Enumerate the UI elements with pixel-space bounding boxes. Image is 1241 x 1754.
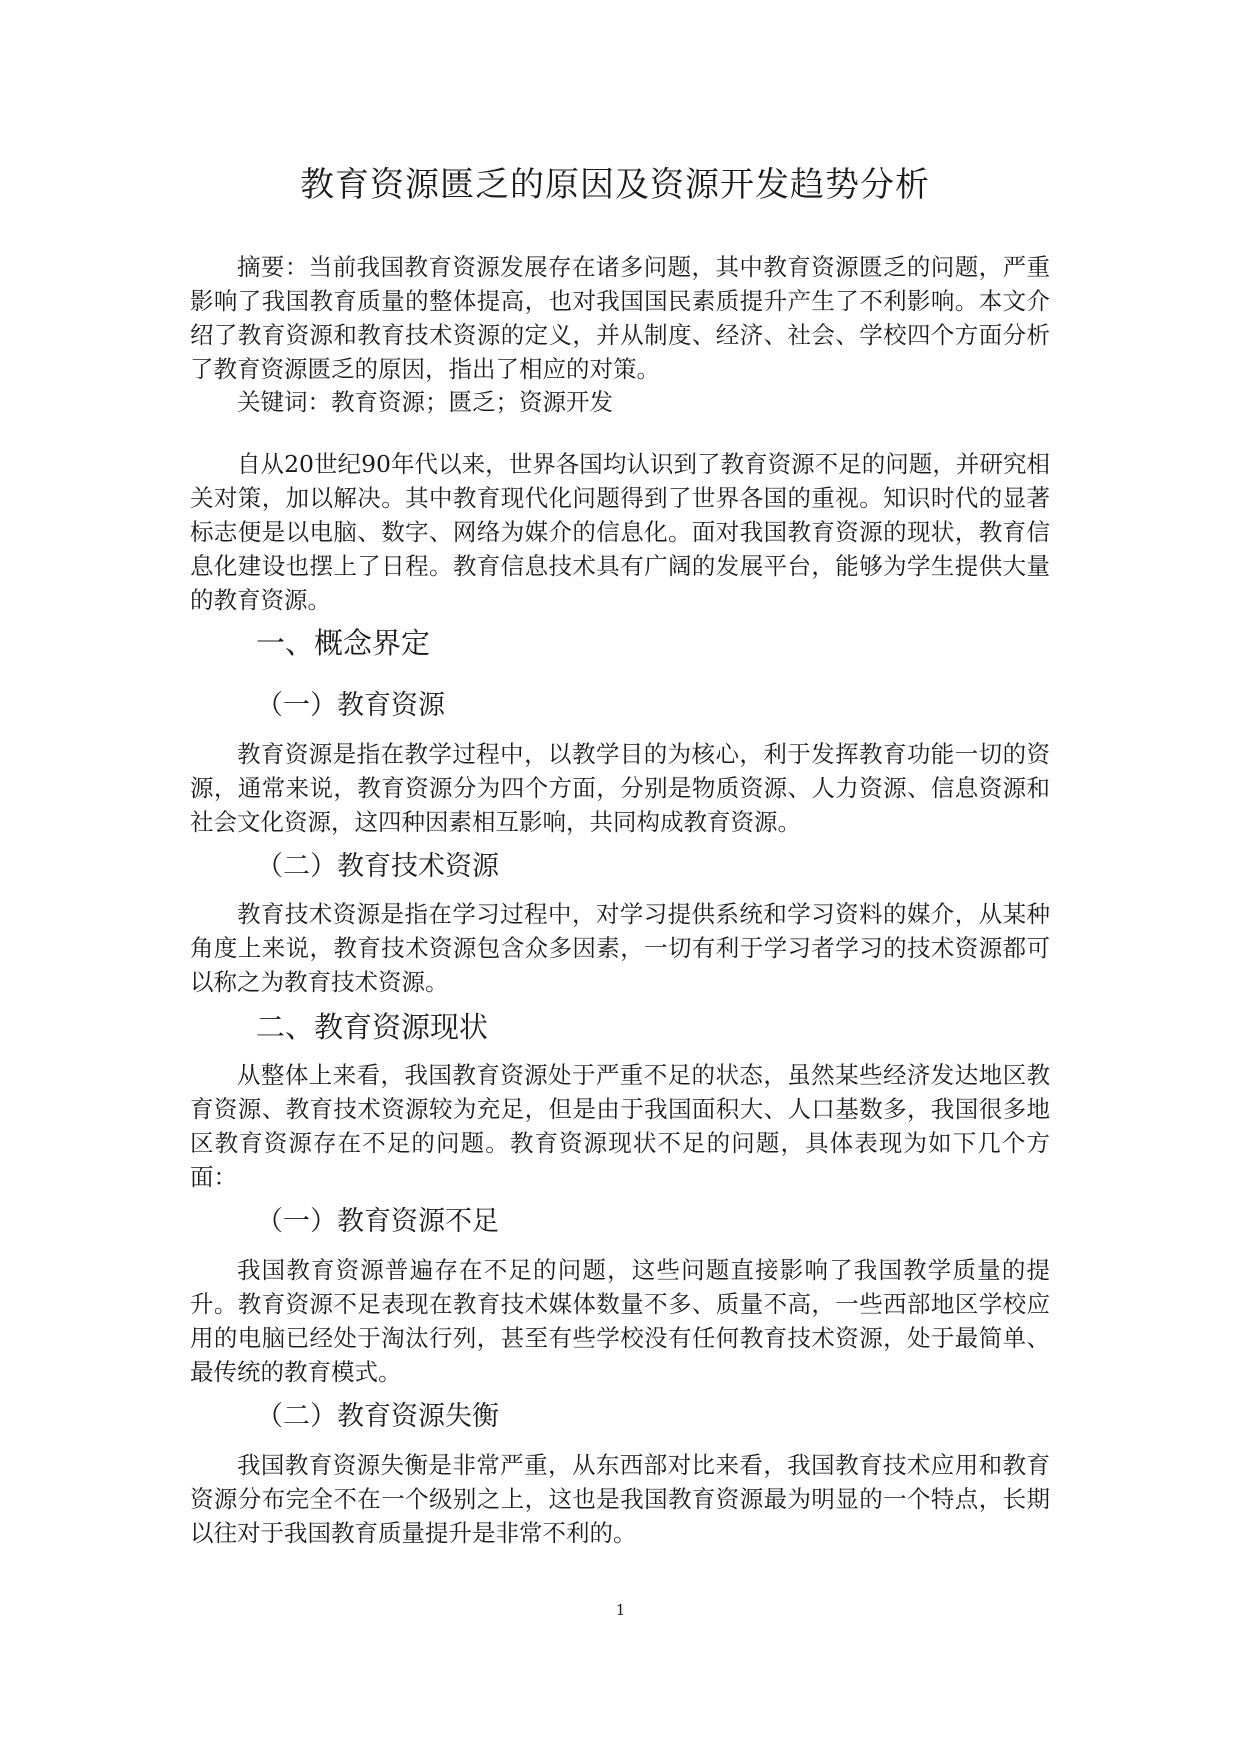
section-2-heading: 二、教育资源现状: [256, 1010, 489, 1044]
section-1-heading: 一、概念界定: [256, 626, 431, 660]
intro-paragraph: 自从20世纪90年代以来，世界各国均认识到了教育资源不足的问题，并研究相关对策，加以解决。其中教育现代化问题得到了世界各国的重视。知识时代的显著标志便是以电脑、数字、网络为媒介的信息化。面对我国教育资源的现状，教育信息化建设也摆上了日程。教育信息技术具有广阔的发展平台，能够为学生提供大量的教育资源。: [190, 450, 1050, 614]
section-1-2-heading: （二）教育技术资源: [256, 851, 499, 882]
section-1-1-heading: （一）教育资源: [256, 690, 445, 721]
page-number: 1: [615, 1601, 626, 1619]
section-1-1-paragraph: 教育资源是指在教学过程中，以教学目的为核心，利于发挥教育功能一切的资源，通常来说，教育资源分为四个方面，分别是物质资源、人力资源、信息资源和社会文化资源，这四种因素相互影响，共同构成教育资源。: [190, 740, 1050, 836]
section-2-2-paragraph: 我国教育资源失衡是非常严重，从东西部对比来看，我国教育技术应用和教育资源分布完全不在一个级别之上，这也是我国教育资源最为明显的一个特点，长期以往对于我国教育质量提升是非常不利的。: [190, 1451, 1050, 1547]
section-2-paragraph: 从整体上来看，我国教育资源处于严重不足的状态，虽然某些经济发达地区教育资源、教育技术资源较为充足，但是由于我国面积大、人口基数多，我国很多地区教育资源存在不足的问题。教育资源现状不足的问题，具体表现为如下几个方面：: [190, 1061, 1050, 1191]
section-2-1-paragraph: 我国教育资源普遍存在不足的问题，这些问题直接影响了我国教学质量的提升。教育资源不足表现在教育技术媒体数量不多、质量不高，一些西部地区学校应用的电脑已经处于淘汰行列，甚至有些学校没有任何教育技术资源，处于最简单、最传统的教育模式。: [190, 1256, 1050, 1386]
section-2-1-heading: （一）教育资源不足: [256, 1206, 499, 1237]
section-2-2-heading: （二）教育资源失衡: [256, 1401, 499, 1432]
keywords-line: 关键词：教育资源；匮乏；资源开发: [237, 388, 613, 416]
section-1-2-paragraph: 教育技术资源是指在学习过程中，对学习提供系统和学习资料的媒介，从某种角度上来说，教育技术资源包含众多因素，一切有利于学习者学习的技术资源都可以称之为教育技术资源。: [190, 900, 1050, 996]
document-title: 教育资源匮乏的原因及资源开发趋势分析: [300, 165, 930, 205]
abstract-paragraph: 摘要：当前我国教育资源发展存在诸多问题，其中教育资源匮乏的问题，严重影响了我国教育质量的整体提高，也对我国国民素质提升产生了不利影响。本文介绍了教育资源和教育技术资源的定义，并从制度、经济、社会、学校四个方面分析了教育资源匮乏的原因，指出了相应的对策。: [190, 253, 1050, 383]
